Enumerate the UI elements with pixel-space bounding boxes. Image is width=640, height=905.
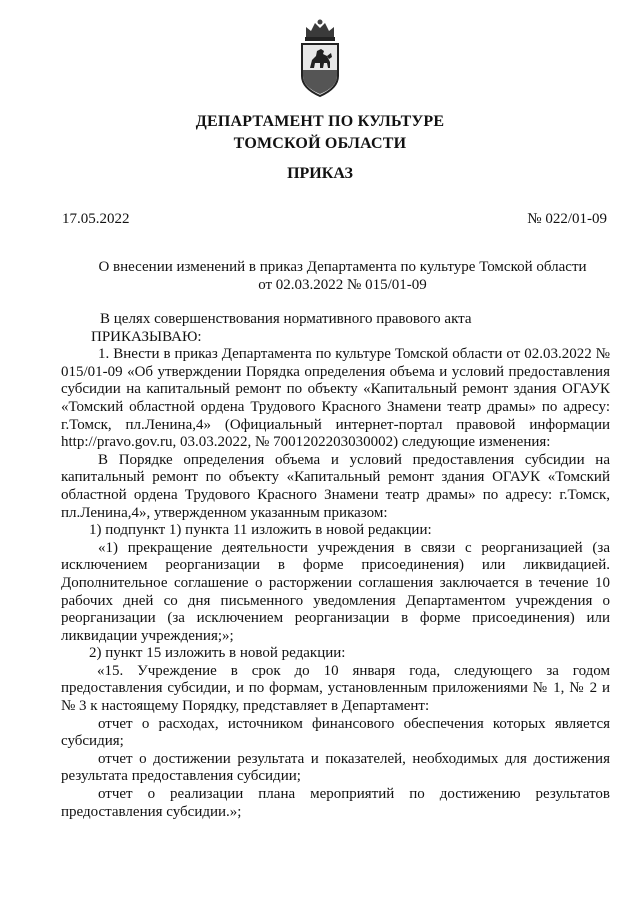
intro-paragraph: В целях совершенствования нормативного правового акта (100, 311, 472, 327)
paragraph-3: 1) подпункт 1) пункта 11 изложить в новой редакции: (89, 522, 432, 539)
subject-line2: от 02.03.2022 № 015/01-09 (258, 277, 427, 293)
document-body (61, 311, 610, 821)
paragraph-4: «1) прекращение деятельности учреждения в связи с реорганизацией (за исключением реорганизации в форме присоединения) или ликвидацией. Дополнительное соглашение о расторжении соглашения заключается в течение 10 рабочих дней со дня письменного уведомления Департаментом учреждения о реорганизации (за исключением реорганизации в форме присоединения) или ликвидации учреждения;»; (61, 539, 610, 644)
document-number: № 022/01-09 (527, 211, 607, 227)
paragraph-8: отчет о достижении результата и показателей, необходимых для достижения результата предоставления субсидии; (61, 750, 610, 785)
document-date: 17.05.2022 (62, 211, 130, 227)
order-word: ПРИКАЗЫВАЮ: (91, 328, 202, 345)
subject-line1: О внесении изменений в приказ Департамента по культуре Томской области (98, 259, 587, 275)
organization-name-line2: ТОМСКОЙ ОБЛАСТИ (233, 135, 407, 152)
organization-name-line1: ДЕПАРТАМЕНТ ПО КУЛЬТУРЕ (195, 113, 445, 130)
paragraph-7: отчет о расходах, источником финансового обеспечения которых является субсидия; (61, 715, 610, 750)
document-type: ПРИКАЗ (287, 165, 353, 182)
document-subject (75, 258, 610, 294)
paragraph-2: В Порядке определения объема и условий предоставления субсидии на капитальный ремонт по объекту «Капитальный ремонт здания ОГАУК «Томский областной ордена Трудового Красного Знамени театр драмы» по адресу: г.Томск, пл.Ленина,4», утвержденном указанным приказом: (61, 451, 610, 521)
paragraph-1: 1. Внести в приказ Департамента по культуре Томской области от 02.03.2022 № 015/01-09 «Об утверждении Порядка определения объема и условий предоставления субсидии на капитальный ремонт по объекту «Капитальный ремонт здания ОГАУК «Томский областной ордена Трудового Красного Знамени театр драмы» по адресу: г.Томск, пл.Ленина,4» (Официальный интернет-портал правовой информации http://pravo.gov.ru, 03.03.2022, № 7001202203030002) следующие изменения: (61, 346, 610, 451)
paragraph-5: 2) пункт 15 изложить в новой редакции: (89, 645, 346, 662)
paragraph-6: «15. Учреждение в срок до 10 января года, следующего за годом предоставления субсидии, и по формам, установленным приложениями № 1, № 2 и № 3 к настоящему Порядку, представляет в Департамент: (61, 662, 610, 715)
coat-of-arms-icon (297, 18, 343, 98)
paragraph-9: отчет о реализации плана мероприятий по достижению результатов предоставления субсидии.»; (61, 786, 610, 820)
